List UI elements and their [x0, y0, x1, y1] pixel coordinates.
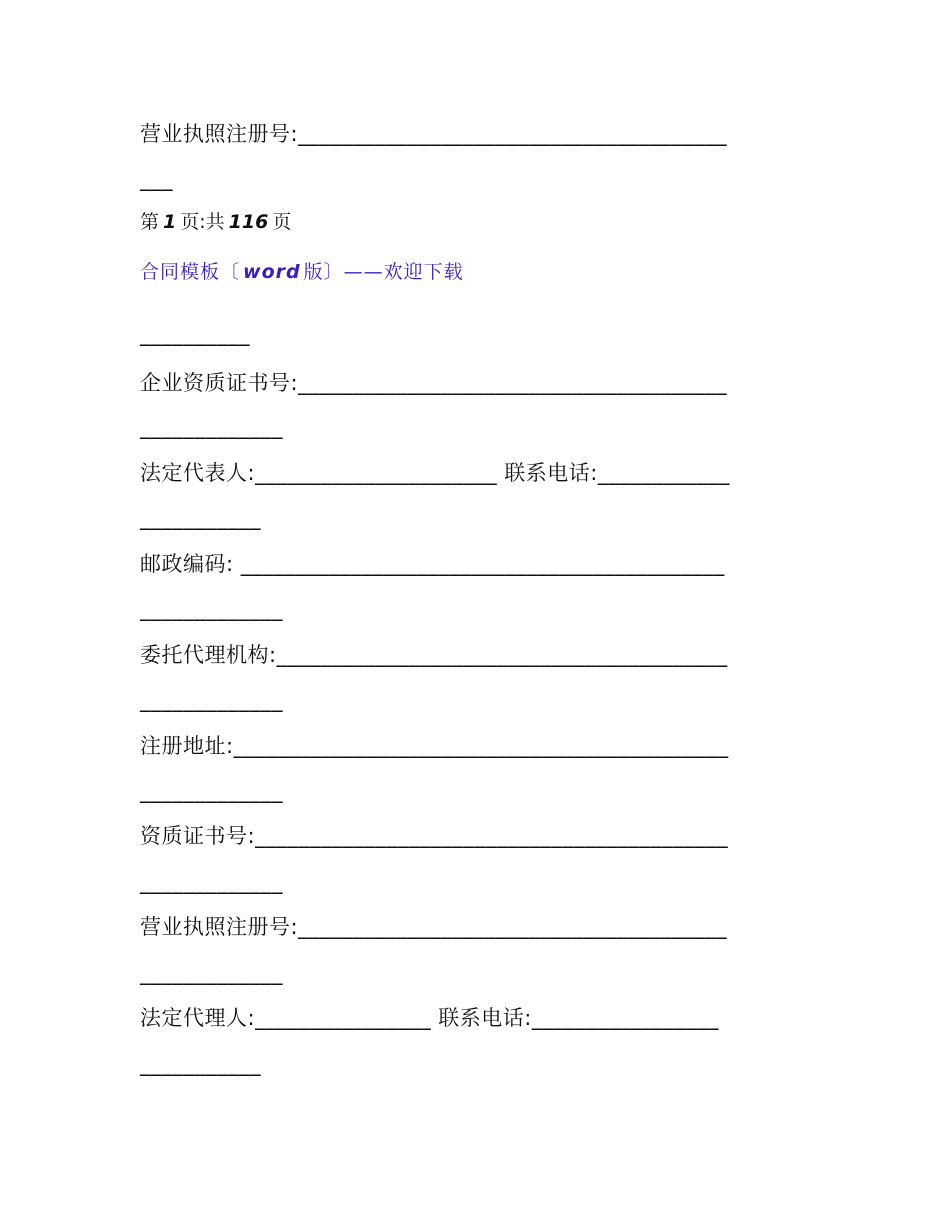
footer-suffix: 页 — [272, 211, 292, 233]
header-suffix: 版〕——欢迎下载 — [303, 261, 464, 283]
business-license-line: 营业执照注册号:_______________________________________ — [140, 122, 728, 146]
legal-agent-line: 法定代理人:________________ 联系电话:_________________ — [140, 1006, 719, 1030]
page-footer — [140, 209, 291, 235]
registered-address-line: 注册地址:_____________________________________________ — [140, 734, 729, 758]
agency-line: 委托代理机构:_________________________________________ — [140, 643, 728, 667]
footer-prefix: 第 — [140, 211, 160, 233]
postal-code-line: 邮政编码: ____________________________________________ — [140, 552, 725, 576]
field-line: ___________ — [140, 506, 261, 530]
page-header — [140, 259, 464, 285]
footer-page-number: 1 — [163, 211, 177, 233]
header-prefix: 合同模板〔 — [140, 261, 241, 283]
header-word: word — [243, 261, 301, 283]
field-line: _____________ — [140, 870, 283, 894]
field-line: _____________ — [140, 415, 283, 439]
legal-rep-line: 法定代表人:______________________ 联系电话:____________ — [140, 461, 730, 485]
business-license-line-2: 营业执照注册号:_______________________________________ — [140, 915, 728, 939]
field-line: __________ — [140, 322, 250, 346]
business-license-line-cont: ___ — [140, 167, 173, 191]
field-line: _____________ — [140, 779, 283, 803]
footer-middle: 页:共 — [180, 211, 225, 233]
qualification-cert-line: 企业资质证书号:_______________________________________ — [140, 371, 728, 395]
field-line: _____________ — [140, 597, 283, 621]
field-line: _____________ — [140, 961, 283, 985]
field-line: ___________ — [140, 1052, 261, 1076]
field-line: _____________ — [140, 688, 283, 712]
footer-total-pages: 116 — [228, 211, 269, 233]
cert-number-line: 资质证书号:___________________________________________ — [140, 824, 729, 848]
